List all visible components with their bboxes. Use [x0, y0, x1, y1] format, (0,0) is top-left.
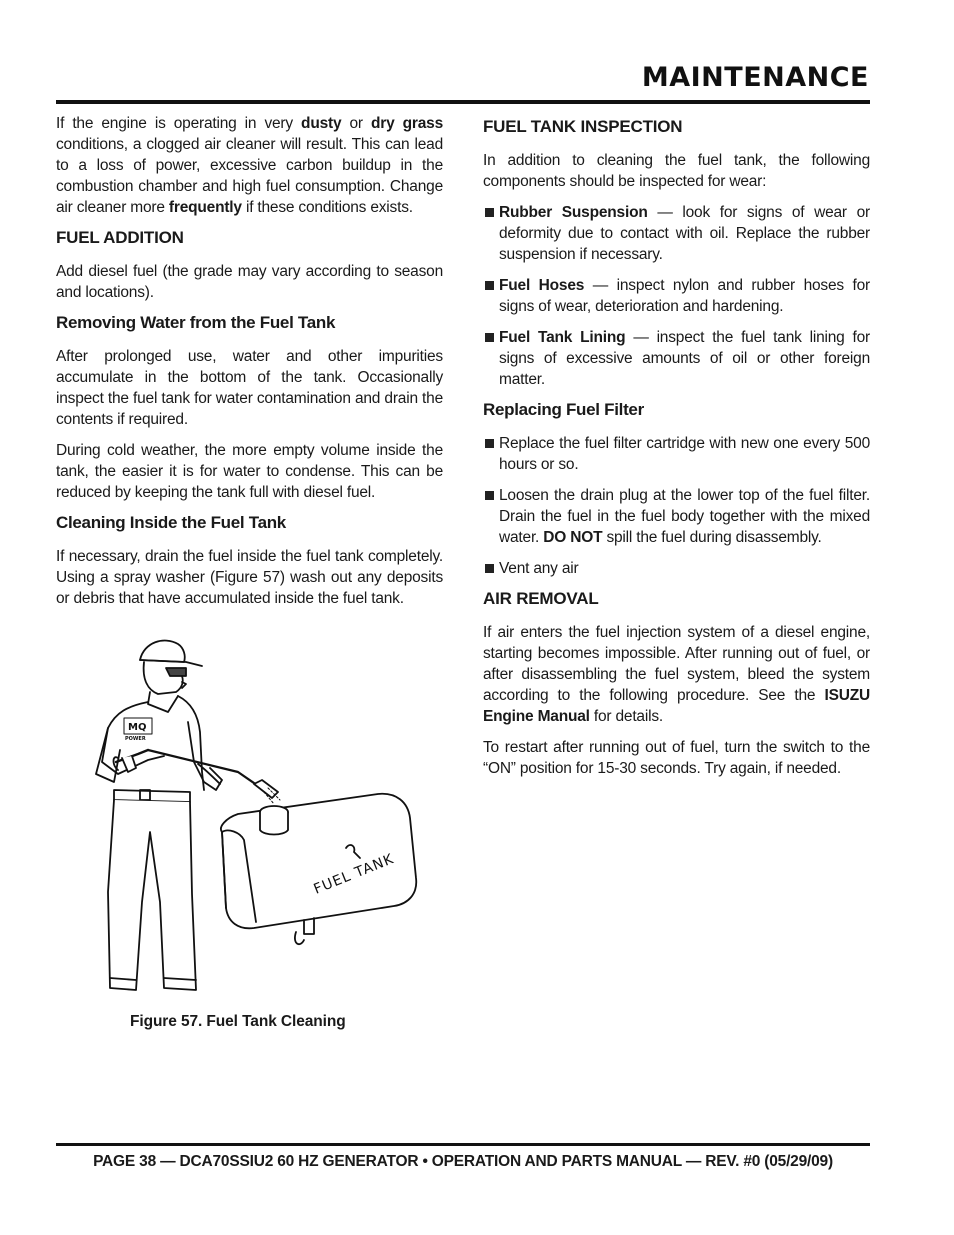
mq-logo-text: MQ — [128, 722, 147, 733]
filter-item-replace: Replace the fuel filter cartridge with new one every 500 hours or so. — [483, 433, 870, 475]
air-removal-text-1: If air enters the fuel injection system of a diesel engine, starting becomes impossible. After running out of fuel, or after disassembling the fuel system, bleed the system according to the following procedure. See the ISUZU Engine Manual for details. — [483, 624, 870, 725]
filter-item-vent: Vent any air — [483, 558, 870, 579]
air-removal-text-2: To restart after running out of fuel, turn the switch to the “ON” position for 15-30 seconds. Try again, if needed. — [483, 739, 870, 777]
fuel-tank-inspection-heading: FUEL TANK INSPECTION — [483, 117, 683, 136]
air-removal-heading: AIR REMOVAL — [483, 589, 599, 608]
bullet-square-icon — [485, 491, 494, 500]
removing-water-text-2: During cold weather, the more empty volume inside the tank, the easier it is for water to condense. This can be reduced by keeping the tank full with diesel fuel. — [56, 442, 443, 501]
footer-rule — [56, 1143, 870, 1146]
right-column — [483, 113, 870, 789]
mq-logo-sub: POWER — [125, 736, 146, 742]
bullet-square-icon — [485, 208, 494, 217]
intro-paragraph: If the engine is operating in very dusty or dry grass conditions, a clogged air cleaner will result. This can lead to a loss of power, excessive carbon buildup in the combustion chamber and high fuel consumption. Change air cleaner more frequently if these conditions exists. — [56, 115, 443, 216]
bullet-square-icon — [485, 564, 494, 573]
filter-item-loosen: Loosen the drain plug at the lower top of the fuel filter. Drain the fuel in the fuel body together with the mixed water. DO NOT spill the fuel during disassembly. — [483, 485, 870, 548]
page-section-title: MAINTENANCE — [641, 62, 869, 93]
bullet-square-icon — [485, 281, 494, 290]
inspection-item-fuel-tank-lining: Fuel Tank Lining — inspect the fuel tank lining for signs of excessive amounts of oil or other foreign matter. — [483, 327, 870, 390]
header-rule — [56, 100, 870, 104]
page-footer: PAGE 38 — DCA70SSIU2 60 HZ GENERATOR • OPERATION AND PARTS MANUAL — REV. #0 (05/29/09) — [93, 1153, 833, 1170]
replacing-fuel-filter-heading: Replacing Fuel Filter — [483, 400, 644, 419]
fuel-addition-text: Add diesel fuel (the grade may vary according to season and locations). — [56, 263, 443, 301]
cleaning-text: If necessary, drain the fuel inside the fuel tank completely. Using a spray washer (Figure 57) wash out any deposits or debris that have accumulated inside the fuel tank. — [56, 548, 443, 607]
left-column — [56, 113, 443, 619]
removing-water-heading: Removing Water from the Fuel Tank — [56, 313, 336, 332]
removing-water-text-1: After prolonged use, water and other impurities accumulate in the bottom of the tank. Occasionally inspect the fuel tank for water contamination and drain the contents if required. — [56, 348, 443, 428]
cleaning-heading: Cleaning Inside the Fuel Tank — [56, 513, 286, 532]
bullet-square-icon — [485, 333, 494, 342]
fuel-addition-heading: FUEL ADDITION — [56, 228, 184, 247]
inspection-intro: In addition to cleaning the fuel tank, the following components should be inspected for wear: — [483, 152, 870, 190]
fuel-tank-cleaning-figure — [78, 632, 428, 1002]
figure-caption: Figure 57. Fuel Tank Cleaning — [130, 1013, 346, 1030]
inspection-item-rubber-suspension: Rubber Suspension — look for signs of wear or deformity due to contact with oil. Replace the rubber suspension if necessary. — [483, 202, 870, 265]
inspection-item-fuel-hoses: Fuel Hoses — inspect nylon and rubber hoses for signs of wear, deterioration and hardening. — [483, 275, 870, 317]
bullet-square-icon — [485, 439, 494, 448]
fuel-tank-label: FUEL TANK — [311, 850, 397, 898]
